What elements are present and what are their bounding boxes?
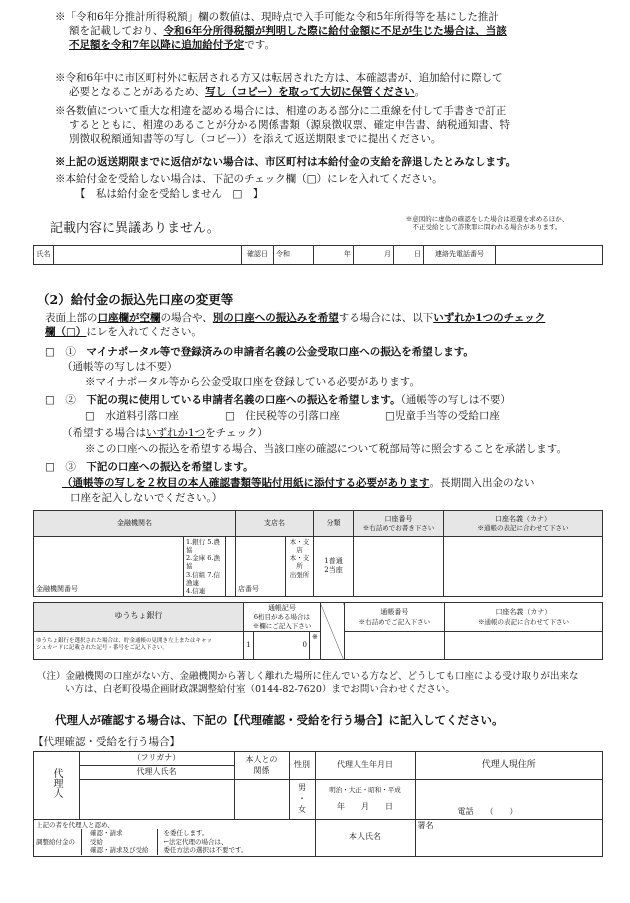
option-2-note-emphasis: いずれか1つ xyxy=(146,427,206,439)
intro-emphasis: 別の口座への振込みを希望 xyxy=(212,312,339,324)
bank-kind-spacer xyxy=(226,537,236,597)
signature-field[interactable]: 署名 xyxy=(415,820,603,857)
phone-field[interactable]: 電話 （ ） xyxy=(457,807,518,817)
note-line: ※令和6年中に市区町村外に転居される方又は転居された方は、本確認書が、追加給付に際して xyxy=(55,72,503,84)
intro-emphasis: 口座欄が空欄 xyxy=(97,312,161,324)
option-3-checkbox[interactable]: □ ③ xyxy=(45,461,76,473)
option-1-text: マイナポータル等で登録済みの申請者名義の公金受取口座への振込を希望します。 xyxy=(86,346,474,358)
delegation-text: 委任方法の選択は不要です。 xyxy=(163,846,248,855)
year-field[interactable]: 年 xyxy=(314,246,354,265)
note-text: 必要となることがあるため、 xyxy=(69,86,206,99)
delegation-line: 上記の者を代理人と認め、 xyxy=(36,821,114,829)
account-type: 2当座 xyxy=(324,566,343,575)
day-field[interactable]: 日 xyxy=(394,246,424,265)
intro-emphasis: いずれか1つのチェック xyxy=(433,312,546,324)
note-text: 。 xyxy=(414,86,426,99)
note-line: 別徴収税額通知書等の写し（コピー））を添えて返送期限までに提出ください。 xyxy=(69,133,442,146)
yucho-holder-field[interactable] xyxy=(444,631,602,659)
agent-table xyxy=(33,751,603,857)
bank-code-label: 金融機関番号 xyxy=(34,537,184,597)
sex-male[interactable]: 男 xyxy=(298,783,306,793)
footnote xyxy=(37,671,617,697)
option-2-note: （通帳等の写しは不要） xyxy=(400,394,511,406)
note-decline: ※本給付金を受給しない場合は、下記のチェック欄（□）にレを入れてください。 xyxy=(55,173,443,185)
delegation-text: を委任します。 xyxy=(163,829,209,838)
birth-date: 年 月 日 xyxy=(337,802,393,812)
warning-line: ※意図的に虚偽の確認をした場合は返還を求めるほか、 xyxy=(405,215,569,223)
option-2-checkbox[interactable]: □ ② xyxy=(45,394,76,406)
confirm-warning xyxy=(372,215,602,231)
delegation-cell xyxy=(34,820,316,857)
confirm-title: 記載内容に異議ありません。 xyxy=(50,221,220,236)
sex-field[interactable] xyxy=(289,780,315,820)
date-label: 確認日 xyxy=(242,246,274,265)
delegation-option[interactable]: 確認・請求及び受給 xyxy=(90,846,149,855)
yucho-symbol-first: 1 xyxy=(244,631,254,659)
note-line: するとともに、相違のあることが分かる関係書類（源泉徴収票、確定申告書、納税通知書、特 xyxy=(69,119,510,132)
agent-instruction: 代理人が確認する場合は、下記の【代理確認・受給を行う場合】に記入してください。 xyxy=(55,713,504,727)
note-emphasis: 写し（コピー）を取って大切に保管ください xyxy=(205,86,415,99)
month-field[interactable]: 月 xyxy=(354,246,394,265)
note-emphasis: 不足額を令和7年以降に追加給付予定 xyxy=(69,39,245,52)
yucho-desc-line: シュカードに記載された記号・番号をご記入下さい。 xyxy=(36,645,168,652)
option-3-note-emphasis: （通帳等の写しを２枚目の本人確認書類等貼付用紙に添付する必要があります xyxy=(62,477,430,489)
agent-side-text: 代理人 xyxy=(51,768,62,799)
delegation-text: ←法定代理の場合は、 xyxy=(163,837,228,846)
principal-name-label: 本人氏名 xyxy=(315,820,415,857)
holder-header: 口座名義（カナ） xyxy=(495,514,551,523)
option-3[interactable] xyxy=(45,460,254,474)
note-discrepancy xyxy=(55,104,615,147)
note-line: ※各数値について重大な相違を認める場合には、相違のある部分に二重線を付して手書きで訂正 xyxy=(55,105,507,117)
relation-header xyxy=(234,752,289,780)
option-2-note: （希望する場合は xyxy=(62,427,146,439)
branch-kind: 本・支所 xyxy=(289,554,310,571)
sex-female[interactable]: 女 xyxy=(298,804,306,814)
yucho-description xyxy=(34,631,244,659)
footnote-line: い方は、白老町役場企画財政課調整給付室（0144-82-7620）までお問い合わせください。 xyxy=(65,683,455,695)
branch-code-label: 店番号 xyxy=(236,537,286,597)
phone-field[interactable] xyxy=(496,246,603,265)
holder-note: ※通帳の表記に合わせて下さい xyxy=(477,524,569,533)
option-3-note: 。長期間入出金のない xyxy=(429,477,535,489)
agent-side-label xyxy=(34,752,80,820)
note-move xyxy=(55,71,615,99)
yucho-number-note: ※右詰めでご記入下さい xyxy=(358,617,431,626)
address-header: 代理人現住所 xyxy=(415,752,603,780)
note-estimate xyxy=(55,10,615,53)
relation-line: 本人との xyxy=(245,754,278,764)
yucho-symbol-note: ※欄にご記入下さい xyxy=(252,621,312,630)
sex-separator: ・ xyxy=(298,794,306,804)
note-emphasis: 令和6年分所得税額が判明した際に給付金額に不足が生じた場合は、当該 xyxy=(163,25,507,38)
account-note: ※右詰めでお書き下さい xyxy=(362,524,435,533)
yucho-symbol-header: 通帳記号 xyxy=(267,604,296,612)
bank-kind: 4.信連 xyxy=(186,586,206,595)
note-line: ※「令和6年分推計所得税額」欄の数値は、現時点で入手可能な令和5年所得等を基にした推計 xyxy=(55,11,499,23)
warning-line: 不正受給として詐欺罪に問われる場合があります。 xyxy=(412,223,562,232)
branch-kind: 出張所 xyxy=(289,570,310,579)
intro-text: にレを入れてください。 xyxy=(86,326,202,339)
bank-table xyxy=(33,510,603,597)
yucho-table xyxy=(33,602,603,660)
holder-name-field[interactable] xyxy=(444,537,603,597)
option-3-text: 下記の口座への振込を希望します。 xyxy=(86,461,254,473)
tax-account-checkbox[interactable]: □ 住民税等の引落口座 xyxy=(225,410,340,422)
yucho-header: ゆうちょ銀行 xyxy=(34,603,244,632)
birth-field[interactable] xyxy=(315,780,415,820)
yucho-symbol-note: 6桁目がある場合は xyxy=(253,613,311,622)
branch-header: 支店名 xyxy=(236,511,314,537)
child-allowance-account-checkbox[interactable]: □児童手当等の受給口座 xyxy=(385,410,500,422)
bank-kind: 2.金庫 6.漁協 xyxy=(186,554,220,571)
name-label: 氏名 xyxy=(34,246,54,265)
option-1-note: （通帳等の写しは不要） xyxy=(62,361,178,373)
type-header: 分類 xyxy=(314,511,354,537)
account-types[interactable] xyxy=(314,537,354,597)
bank-name-header: 金融機関名 xyxy=(34,511,236,537)
water-account-checkbox[interactable]: □ 水道料引落口座 xyxy=(85,410,179,422)
yucho-holder-header: 口座名義（カナ） xyxy=(495,608,552,617)
era-label: 令和 xyxy=(274,246,314,265)
option-2[interactable] xyxy=(45,393,511,407)
confirm-table xyxy=(33,245,603,265)
branch-kind: 本・支店 xyxy=(289,538,310,555)
delegation-option[interactable]: 受給 xyxy=(90,837,103,846)
section-title: （2）給付金の振込先口座の変更等 xyxy=(37,292,234,307)
yucho-holder-note: ※通帳の表記に合わせて下さい xyxy=(477,617,569,626)
intro-text: 表面上部の xyxy=(45,312,98,324)
agent-name-header: 代理人氏名 xyxy=(79,766,234,780)
delegation-option[interactable]: 確認・請求 xyxy=(90,829,123,838)
option-2-text: 下記の現に使用している申請者名義の口座への振込を希望します。 xyxy=(86,394,401,406)
branch-kinds[interactable] xyxy=(286,537,314,597)
note-text: です。 xyxy=(244,39,275,52)
note-deadline: ※上記の返送期限までに返信がない場合は、市区町村は本給付金の支給を辞退したとみなします。 xyxy=(55,156,517,168)
bank-kinds[interactable] xyxy=(184,537,226,597)
option-1-note: ※マイナポータル等から公金受取口座を登録している必要があります。 xyxy=(85,376,420,388)
option-2-note: をチェック） xyxy=(205,427,268,439)
bank-kind: 1.銀行 5.農協 xyxy=(186,538,220,555)
intro-text: する場合には、以下 xyxy=(338,312,434,324)
yucho-desc-line: ゆうちょ銀行を選択された場合は、貯金通帳の見開き左上またはキャッ xyxy=(36,638,213,645)
intro-emphasis: 欄（□） xyxy=(45,326,87,339)
birth-eras: 明治・大正・昭和・平成 xyxy=(329,786,401,795)
option-2-consent: ※この口座への振込を希望する場合、当該口座の確認について税部局等に照会することを承諾します。 xyxy=(85,443,567,455)
yucho-divider xyxy=(320,603,344,660)
kana-header: （フリガナ） xyxy=(79,752,234,766)
delegation-text: 調整給付金の xyxy=(36,837,75,846)
yucho-symbol-field[interactable]: 0 xyxy=(254,631,310,659)
decline-checkbox[interactable]: 【 私は給付金を受給しません □ 】 xyxy=(75,188,264,200)
account-header: 口座番号 xyxy=(384,514,413,523)
note-text: 額を記載しており、 xyxy=(69,25,164,38)
agent-section-title: 【代理確認・受給を行う場合】 xyxy=(33,736,180,748)
sex-header: 性別 xyxy=(289,752,315,780)
account-type: 1普通 xyxy=(324,557,343,565)
option-1[interactable] xyxy=(45,345,474,359)
yucho-number-field[interactable] xyxy=(344,631,444,659)
option-1-checkbox[interactable]: □ ① xyxy=(45,346,76,358)
yucho-symbol-extra[interactable]: ※ xyxy=(310,631,321,659)
birth-header: 代理人生年月日 xyxy=(315,752,415,780)
name-field[interactable] xyxy=(54,246,242,265)
agent-name-field[interactable] xyxy=(79,780,234,820)
relation-field[interactable] xyxy=(234,780,289,820)
phone-label: 連絡先電話番号 xyxy=(424,246,496,265)
option-3-note: 口座を記入しないでください。） xyxy=(70,492,223,504)
address-field[interactable] xyxy=(415,780,603,820)
relation-line: 関係 xyxy=(253,765,270,775)
bank-kind: 3.信組 7.信漁連 xyxy=(186,570,220,587)
section-intro xyxy=(45,311,610,339)
footnote-line: （注）金融機関の口座がない方、金融機関から著しく離れた場所に住んでいる方など、どうしても口座による受け取りが出来な xyxy=(37,671,579,682)
account-number-field[interactable] xyxy=(354,537,444,597)
intro-text: の場合や、 xyxy=(160,312,213,324)
yucho-number-header: 通帳番号 xyxy=(380,608,409,617)
